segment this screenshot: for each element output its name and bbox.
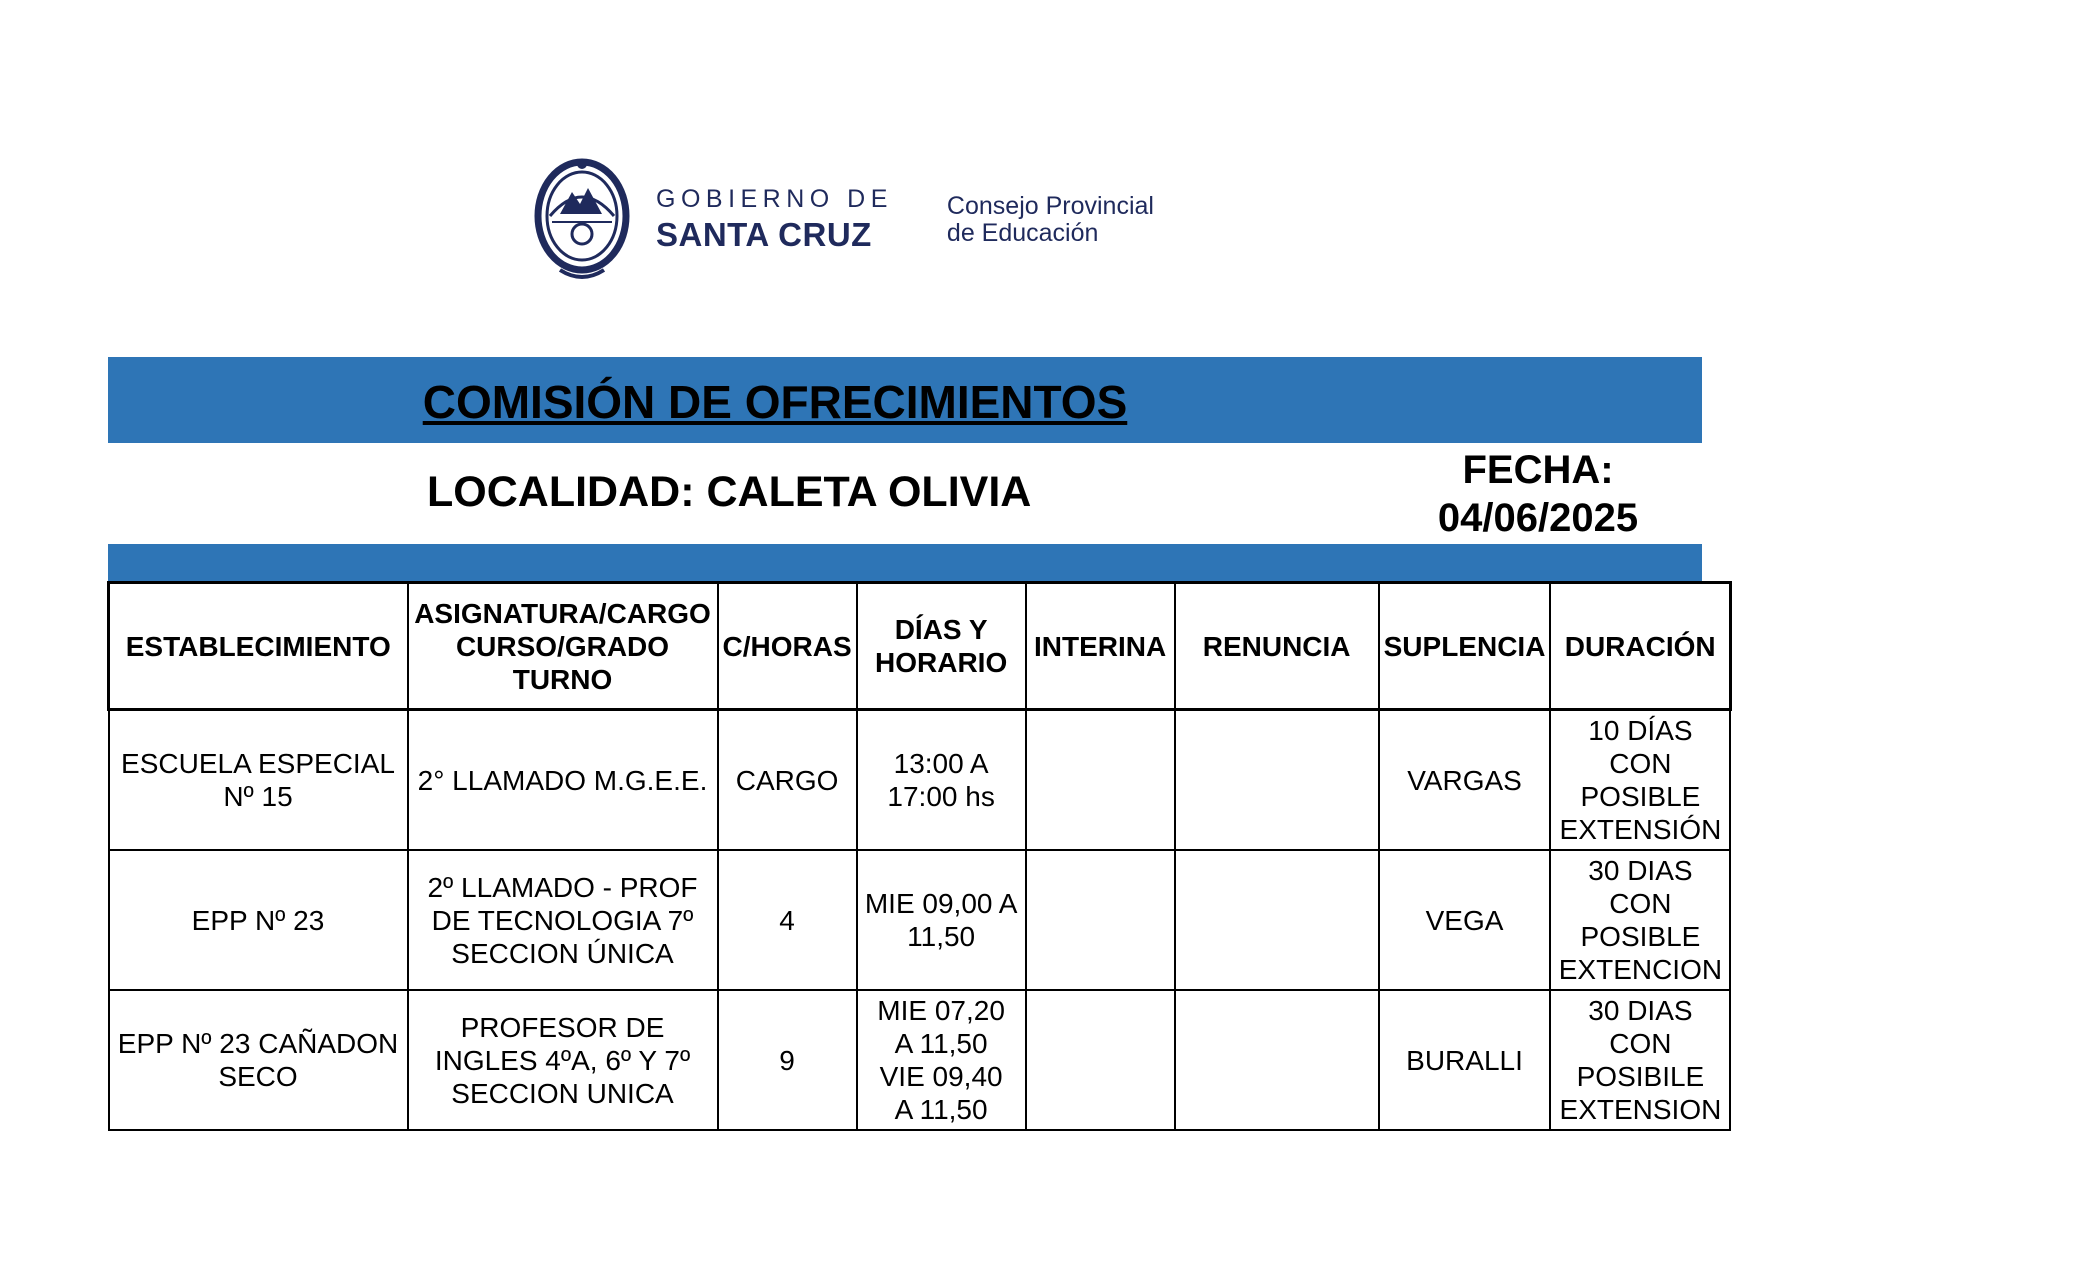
- cell-duracion: 10 DÍAS CON POSIBLE EXTENSIÓN: [1550, 710, 1730, 851]
- cell-horario: MIE 07,20 A 11,50 VIE 09,40 A 11,50: [857, 990, 1026, 1130]
- cell-establecimiento: EPP Nº 23 CAÑADON SECO: [109, 990, 408, 1130]
- cell-establecimiento: EPP Nº 23: [109, 850, 408, 990]
- header-logo: [530, 152, 1154, 287]
- logo-line-1: GOBIERNO DE: [656, 185, 893, 213]
- cell-suplencia: VARGAS: [1379, 710, 1551, 851]
- santa-cruz-seal-icon: [530, 152, 634, 287]
- cell-asignatura: PROFESOR DE INGLES 4ºA, 6º Y 7º SECCION UNICA: [408, 990, 718, 1130]
- col-renuncia: RENUNCIA: [1175, 583, 1379, 710]
- cell-renuncia: [1175, 710, 1379, 851]
- cell-duracion: 30 DIAS CON POSIBLE EXTENCION: [1550, 850, 1730, 990]
- cell-duracion: 30 DIAS CON POSIBILE EXTENSION: [1550, 990, 1730, 1130]
- cell-renuncia: [1175, 990, 1379, 1130]
- table-row: [109, 850, 1731, 990]
- table-row: [109, 710, 1731, 851]
- consejo-line-1: Consejo Provincial: [946, 191, 1154, 220]
- col-asignatura: ASIGNATURA/CARGO CURSO/GRADO TURNO: [408, 583, 718, 710]
- cell-renuncia: [1175, 850, 1379, 990]
- consejo-line-2: de Educación: [946, 218, 1099, 247]
- col-interina: INTERINA: [1026, 583, 1175, 710]
- page-title: COMISIÓN DE OFRECIMIENTOS: [422, 376, 1128, 428]
- col-establecimiento: ESTABLECIMIENTO: [109, 583, 408, 710]
- cell-establecimiento: ESCUELA ESPECIAL Nº 15: [109, 710, 408, 851]
- fecha-block: [1408, 446, 1668, 542]
- cell-suplencia: BURALLI: [1379, 990, 1551, 1130]
- cell-horas: CARGO: [718, 710, 857, 851]
- cell-horario: 13:00 A 17:00 hs: [857, 710, 1026, 851]
- table-header-row: [109, 583, 1731, 710]
- title-bar: [108, 357, 1702, 443]
- cell-interina: [1026, 710, 1175, 851]
- cell-suplencia: VEGA: [1379, 850, 1551, 990]
- fecha-value: 04/06/2025: [1437, 496, 1639, 540]
- col-duracion: DURACIÓN: [1550, 583, 1730, 710]
- table-row: [109, 990, 1731, 1130]
- col-horas: C/HORAS: [718, 583, 857, 710]
- offers-table: [107, 581, 1732, 1131]
- header-band: [108, 544, 1702, 581]
- cell-horas: 9: [718, 990, 857, 1130]
- col-suplencia: SUPLENCIA: [1379, 583, 1551, 710]
- localidad-label: LOCALIDAD: CALETA OLIVIA: [427, 468, 1032, 516]
- cell-asignatura: 2° LLAMADO M.G.E.E.: [408, 710, 718, 851]
- cell-interina: [1026, 990, 1175, 1130]
- col-horario: DÍAS Y HORARIO: [857, 583, 1026, 710]
- cell-horas: 4: [718, 850, 857, 990]
- cell-interina: [1026, 850, 1175, 990]
- cell-horario: MIE 09,00 A 11,50: [857, 850, 1026, 990]
- cell-asignatura: 2º LLAMADO - PROF DE TECNOLOGIA 7º SECCION ÚNICA: [408, 850, 718, 990]
- logo-line-2: SANTA CRUZ: [656, 216, 872, 253]
- fecha-label: FECHA:: [1462, 448, 1614, 492]
